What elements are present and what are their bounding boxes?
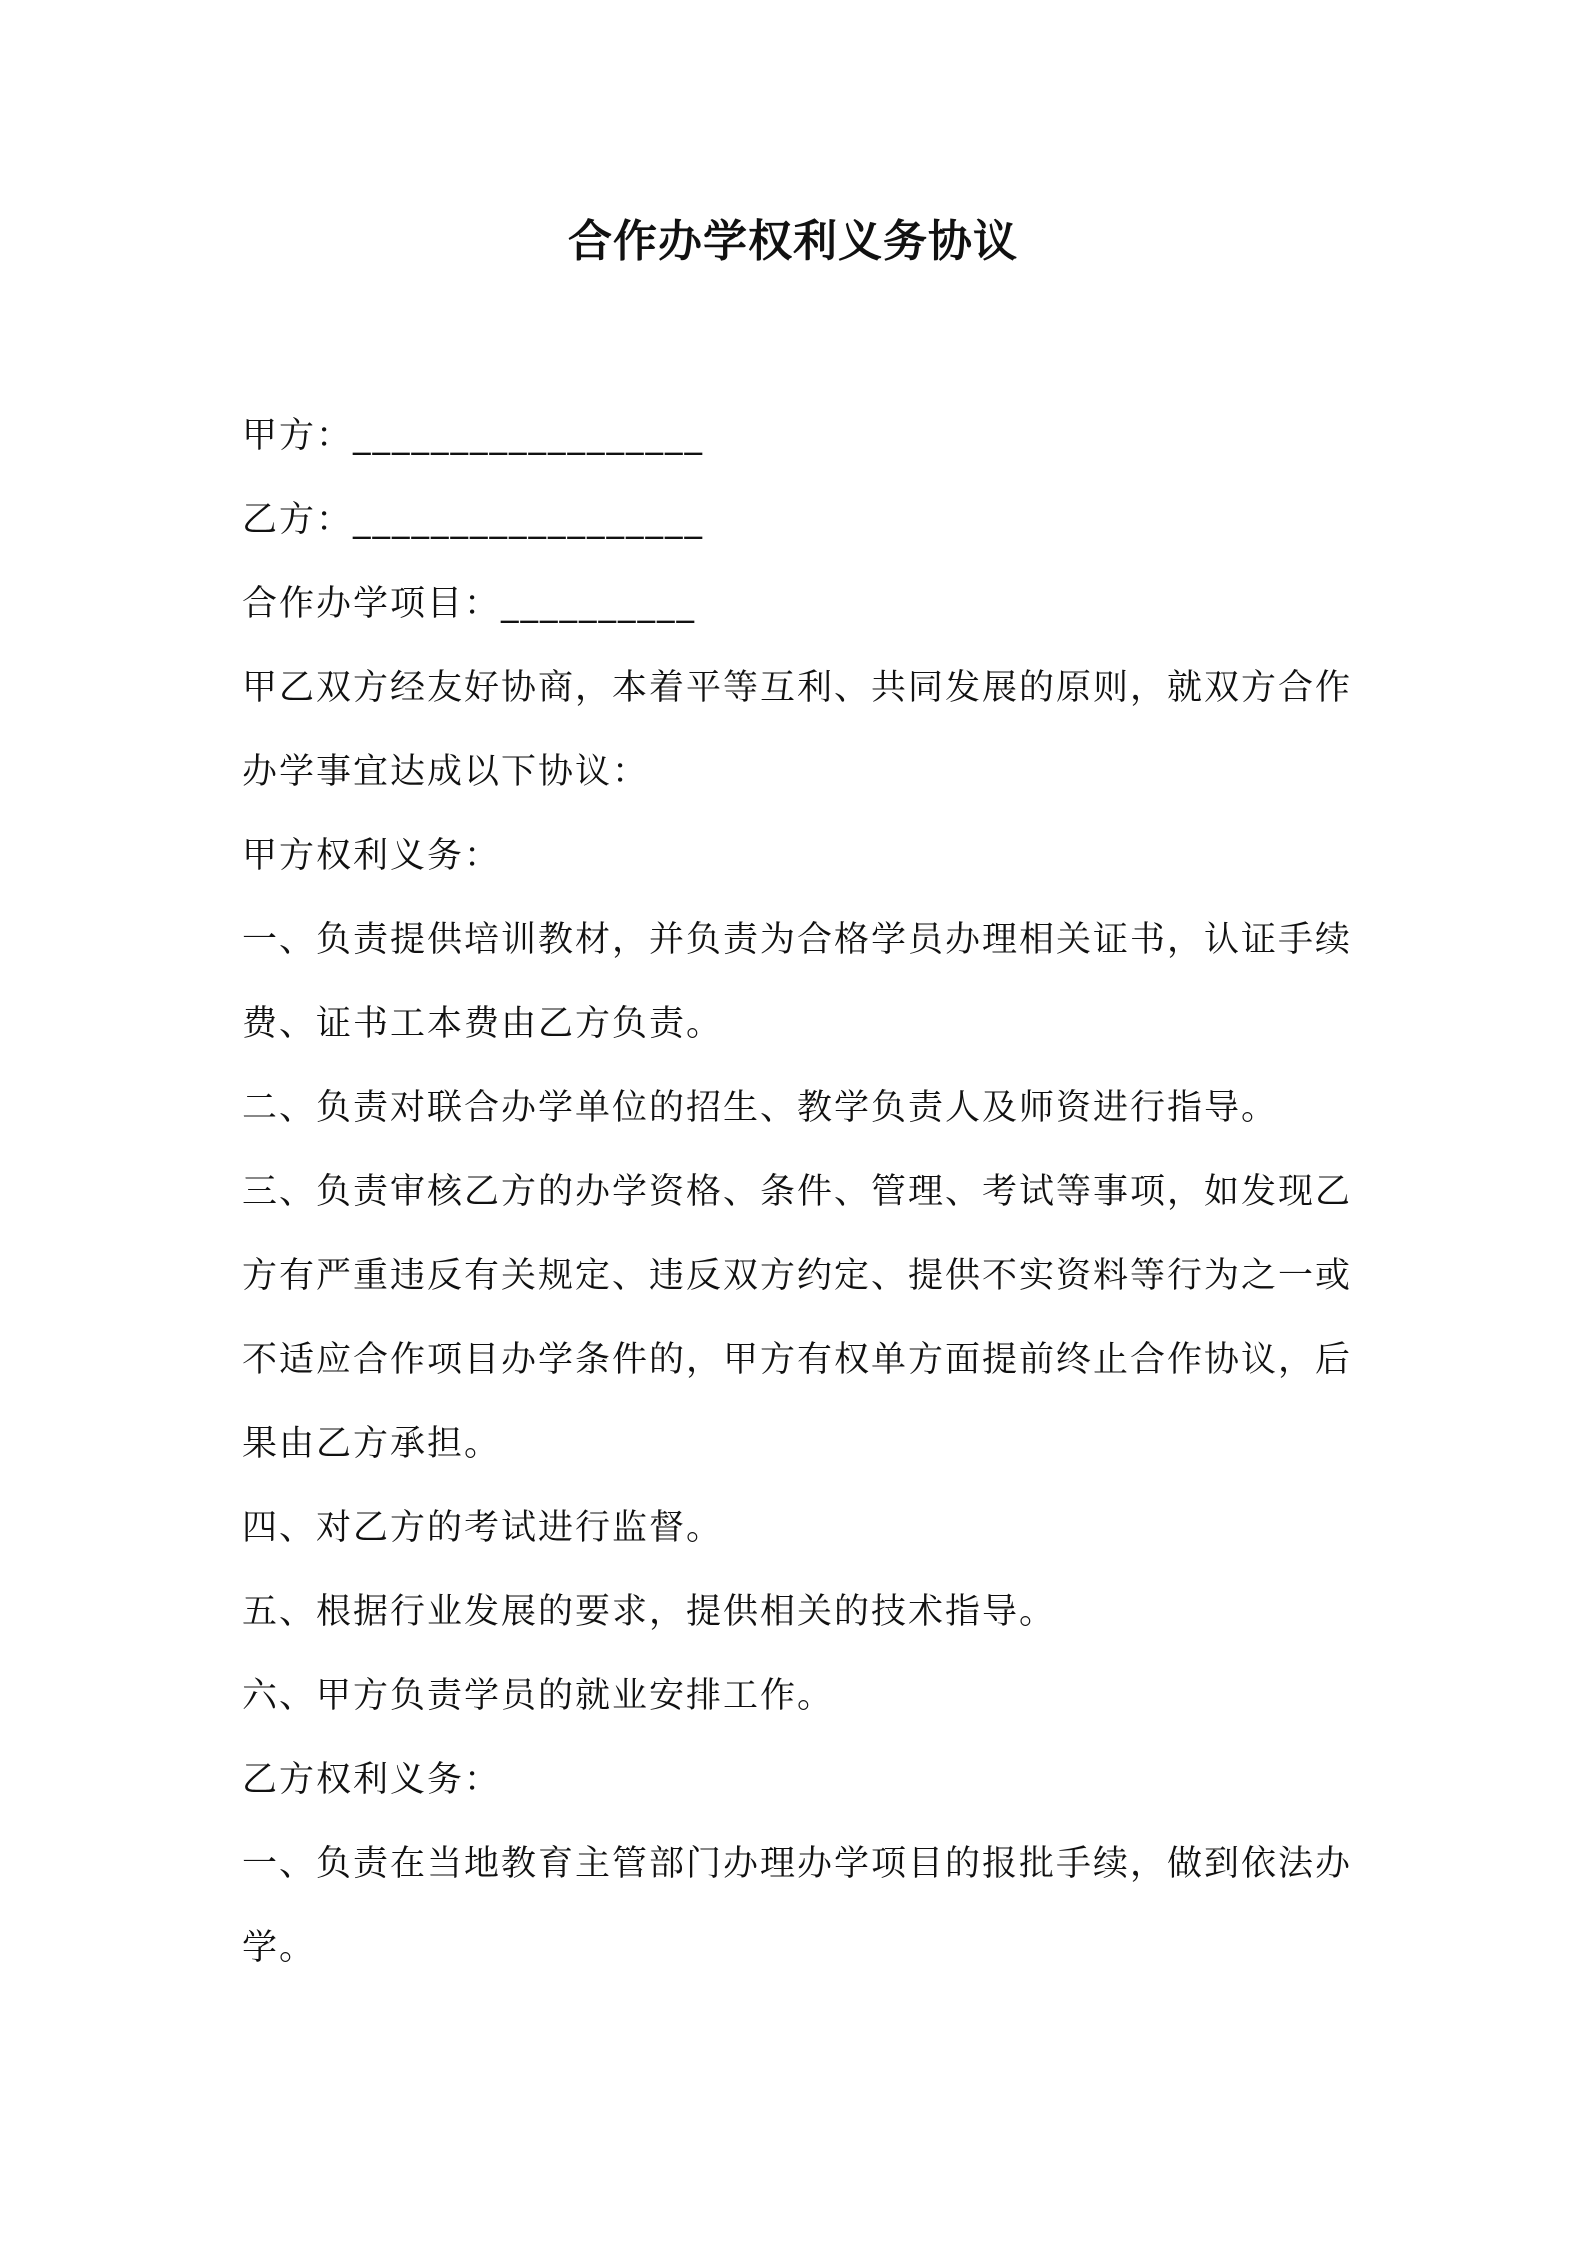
body-text-line: 办学事宜达成以下协议： xyxy=(242,752,650,792)
clause-text-line: 方有严重违反有关规定、违反双方约定、提供不实资料等行为之一或 xyxy=(242,1256,1353,1296)
clause-text-line: 二、负责对联合办学单位的招生、教学负责人及师资进行指导。 xyxy=(242,1088,1279,1128)
clause-text-line: 六、甲方负责学员的就业安排工作。 xyxy=(242,1676,835,1716)
clause-text-line: 一、负责在当地教育主管部门办理办学项目的报批手续，做到依法办 xyxy=(242,1844,1353,1884)
clause-text-line: 三、负责审核乙方的办学资格、条件、管理、考试等事项，如发现乙 xyxy=(242,1172,1353,1212)
clause-text-line: 五、根据行业发展的要求，提供相关的技术指导。 xyxy=(242,1592,1057,1632)
clause-text-line: 学。 xyxy=(242,1928,317,1968)
party-b-line: 乙方：__________________ xyxy=(242,500,705,540)
clause-text-line: 费、证书工本费由乙方负责。 xyxy=(242,1004,724,1044)
party-a-line: 甲方：__________________ xyxy=(242,416,705,456)
section-heading-party-b: 乙方权利义务： xyxy=(242,1760,502,1800)
section-heading-party-a: 甲方权利义务： xyxy=(242,836,502,876)
clause-text-line: 一、负责提供培训教材，并负责为合格学员办理相关证书，认证手续 xyxy=(242,920,1353,960)
clause-text-line: 不适应合作项目办学条件的，甲方有权单方面提前终止合作协议，后 xyxy=(242,1340,1353,1380)
project-line: 合作办学项目：__________ xyxy=(242,584,697,624)
clause-text-line: 四、对乙方的考试进行监督。 xyxy=(242,1508,724,1548)
body-text-line: 甲乙双方经友好协商，本着平等互利、共同发展的原则，就双方合作 xyxy=(242,668,1353,708)
document-title: 合作办学权利义务协议 xyxy=(568,216,1018,267)
clause-text-line: 果由乙方承担。 xyxy=(242,1424,502,1464)
